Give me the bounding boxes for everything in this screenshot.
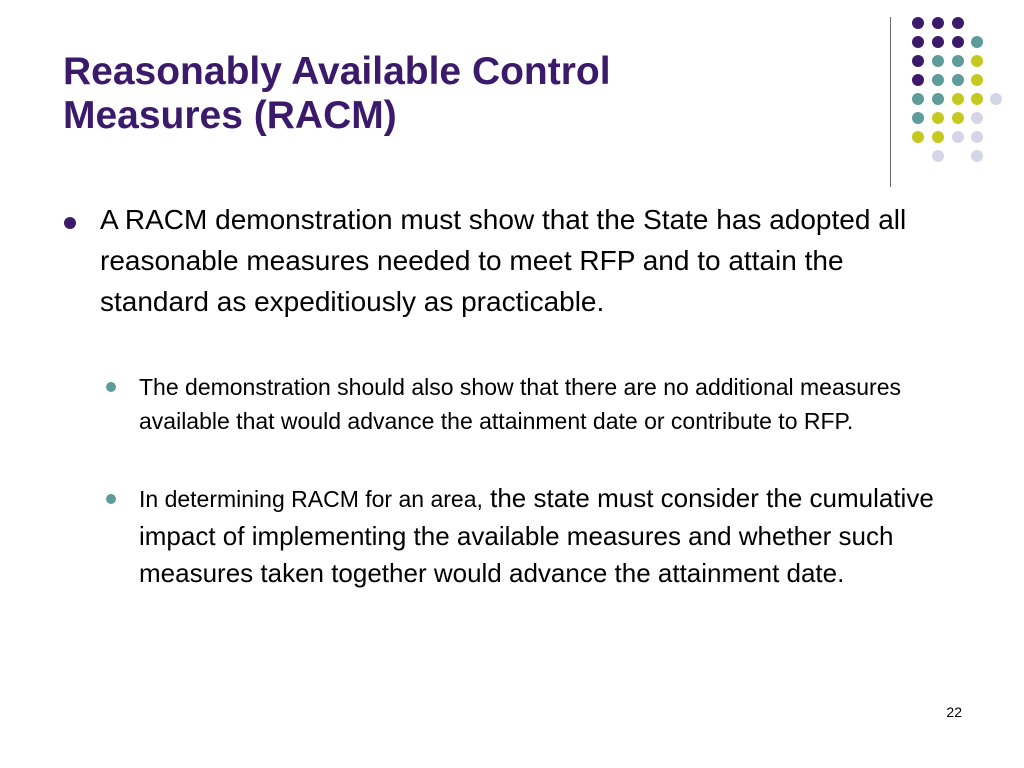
- slide-number: 22: [946, 704, 962, 720]
- decor-dot: [971, 36, 983, 48]
- bullet-dot-icon: [64, 217, 76, 229]
- vertical-divider: [890, 17, 891, 187]
- slide-title: [63, 50, 843, 138]
- decor-dot: [932, 74, 944, 86]
- decor-dot: [971, 131, 983, 143]
- slide-title-line-1: Reasonably Available Control: [63, 50, 611, 93]
- decor-dot: [932, 17, 944, 29]
- decor-dot: [990, 93, 1002, 105]
- decor-dot: [952, 93, 964, 105]
- decor-dot: [952, 17, 964, 29]
- decor-dot: [912, 36, 924, 48]
- decor-dot: [932, 112, 944, 124]
- decor-dot: [912, 74, 924, 86]
- bullet-main: A RACM demonstration must show that the State has adopted all reasonable measures needed to meet RFP and to attain the standard as expeditiously as practicable.: [100, 204, 907, 317]
- decor-dot: [932, 55, 944, 67]
- decor-dot: [971, 55, 983, 67]
- decor-dot: [912, 17, 924, 29]
- decor-dot: [932, 150, 944, 162]
- decor-dot: [971, 74, 983, 86]
- decor-dot: [971, 150, 983, 162]
- decor-dot: [952, 55, 964, 67]
- slide-title-line-2: Measures (RACM): [63, 94, 397, 137]
- decor-dot: [932, 131, 944, 143]
- sub-bullet-dot-icon: [106, 494, 116, 504]
- decor-dot: [971, 112, 983, 124]
- decor-dot: [912, 112, 924, 124]
- sub-bullet-demonstration: The demonstration should also show that there are no additional measures available that would advance the attainment date or contribute to RFP.: [139, 374, 902, 434]
- decor-dot: [952, 131, 964, 143]
- decor-dot: [952, 112, 964, 124]
- sub-bullet-continuation: the state must consider the cumulative impact of implementing the available measures and whether such measures taken together would advance the attainment date.: [139, 483, 934, 588]
- sub-bullet-lead-in: In determining RACM for an area,: [139, 486, 483, 512]
- decor-dot: [912, 55, 924, 67]
- sub-bullet-determining-racm: [139, 480, 969, 592]
- decor-dot: [952, 36, 964, 48]
- decor-dot: [912, 131, 924, 143]
- decor-dot: [952, 74, 964, 86]
- decor-dot: [932, 36, 944, 48]
- decor-dot: [971, 93, 983, 105]
- sub-bullet-dot-icon: [106, 382, 116, 392]
- decor-dot: [932, 93, 944, 105]
- decor-dot: [912, 93, 924, 105]
